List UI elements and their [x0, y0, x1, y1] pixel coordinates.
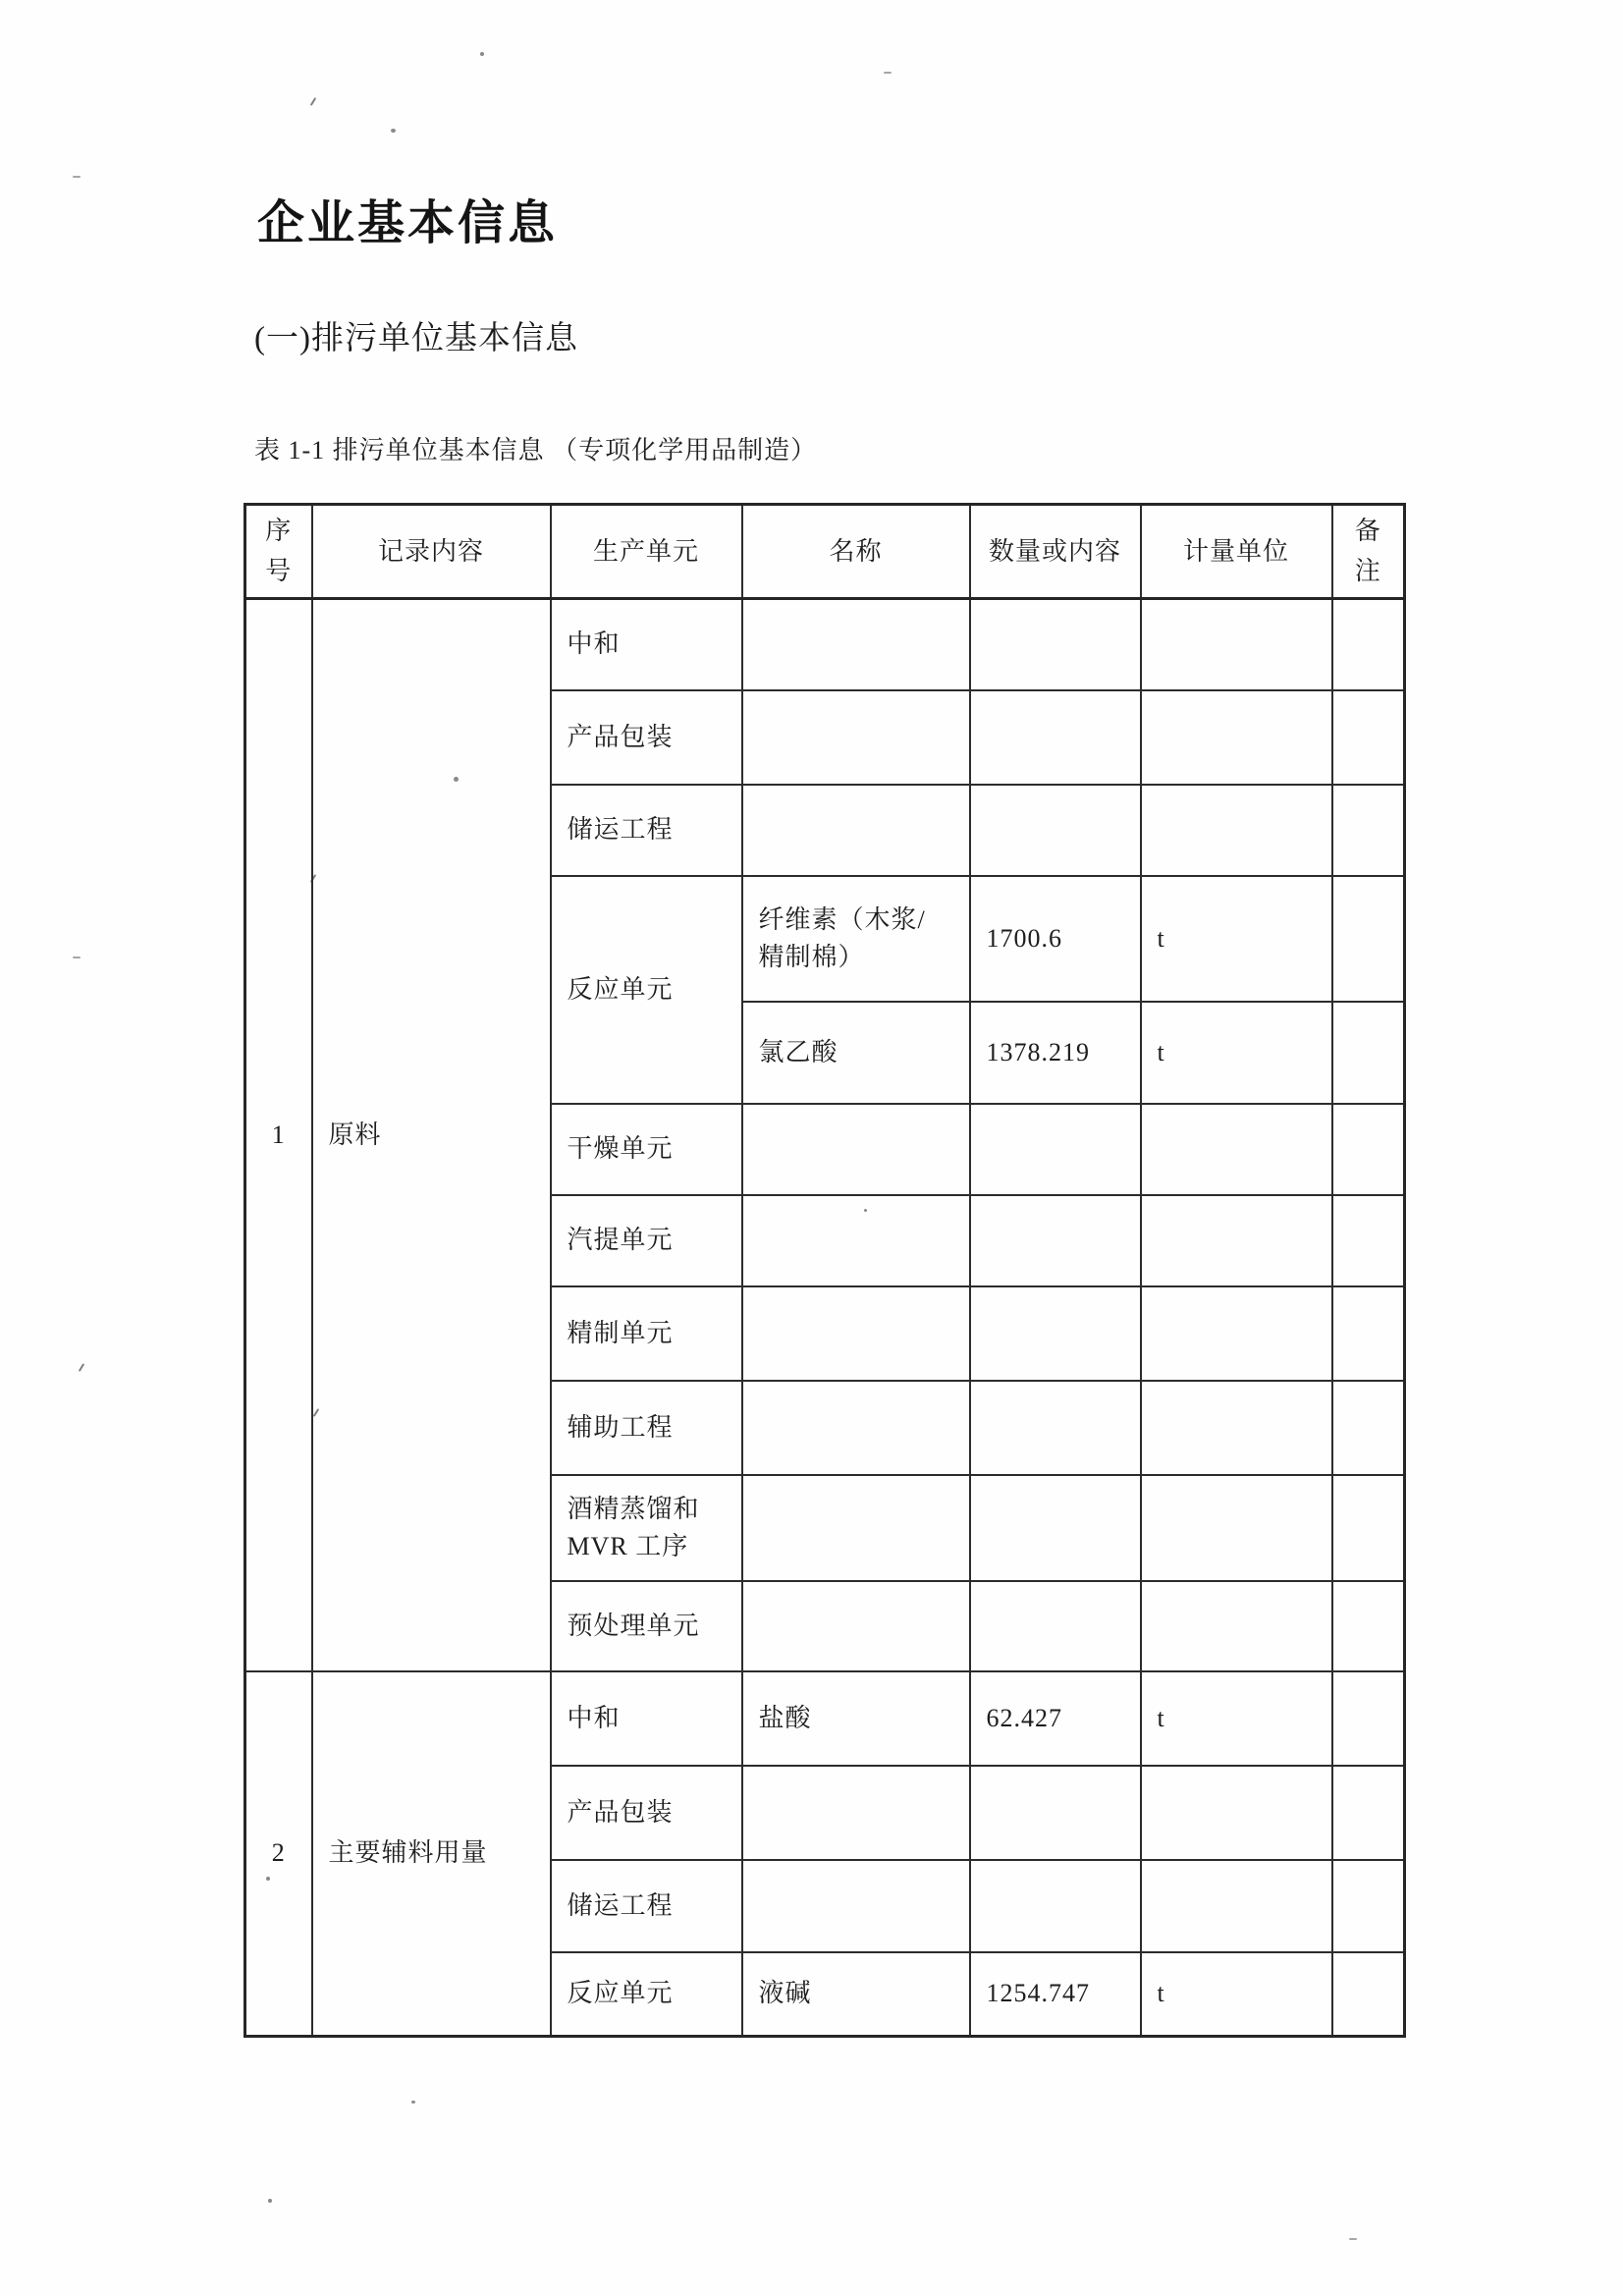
- cell-name: [742, 1195, 970, 1286]
- cell-name: [742, 1381, 970, 1475]
- scan-speck: [391, 129, 396, 133]
- cell-quantity: [970, 690, 1141, 785]
- scan-speck: [268, 2199, 272, 2203]
- cell-quantity: 1378.219: [970, 1002, 1141, 1104]
- cell-measure: [1141, 599, 1332, 690]
- cell-remark: [1332, 1475, 1405, 1581]
- cell-measure: [1141, 1475, 1332, 1581]
- cell-quantity: 1700.6: [970, 876, 1141, 1002]
- cell-name: [742, 690, 970, 785]
- header-remark: 备注: [1332, 505, 1405, 599]
- cell-quantity: [970, 785, 1141, 876]
- basic-info-table: [243, 503, 1406, 2038]
- scan-speck: [864, 1209, 867, 1212]
- cell-measure: [1141, 1860, 1332, 1952]
- cell-remark: [1332, 785, 1405, 876]
- cell-remark: [1332, 1860, 1405, 1952]
- cell-production-unit: 预处理单元: [551, 1581, 742, 1671]
- cell-quantity: [970, 1104, 1141, 1195]
- table-row: [245, 599, 1405, 690]
- cell-quantity: [970, 599, 1141, 690]
- cell-production-unit: 干燥单元: [551, 1104, 742, 1195]
- table-caption: 表 1-1 排污单位基本信息 （专项化学用品制造）: [254, 436, 818, 465]
- cell-production-unit: 精制单元: [551, 1286, 742, 1381]
- cell-quantity: [970, 1860, 1141, 1952]
- cell-remark: [1332, 1286, 1405, 1381]
- cell-name: [742, 1860, 970, 1952]
- cell-remark: [1332, 599, 1405, 690]
- scan-speck: [411, 2101, 415, 2104]
- cell-measure: [1141, 690, 1332, 785]
- scan-speck: [884, 72, 892, 74]
- cell-production-unit: 产品包装: [551, 1766, 742, 1860]
- header-quantity: 数量或内容: [970, 505, 1141, 599]
- cell-quantity: [970, 1475, 1141, 1581]
- cell-name: [742, 599, 970, 690]
- cell-name: [742, 1286, 970, 1381]
- cell-remark: [1332, 1581, 1405, 1671]
- cell-name: 盐酸: [742, 1671, 970, 1766]
- header-name: 名称: [742, 505, 970, 599]
- scan-speck: [79, 1363, 84, 1372]
- scan-speck: [454, 777, 459, 782]
- cell-quantity: [970, 1195, 1141, 1286]
- cell-production-unit: 汽提单元: [551, 1195, 742, 1286]
- cell-section-index: 1: [245, 599, 312, 1671]
- cell-measure: [1141, 1381, 1332, 1475]
- cell-remark: [1332, 1381, 1405, 1475]
- header-unit: 生产单元: [551, 505, 742, 599]
- cell-name: [742, 1475, 970, 1581]
- cell-remark: [1332, 876, 1405, 1002]
- cell-remark: [1332, 690, 1405, 785]
- cell-remark: [1332, 1671, 1405, 1766]
- cell-production-unit: 酒精蒸馏和 MVR 工序: [551, 1475, 742, 1581]
- scan-speck: [73, 176, 81, 178]
- scan-speck: [73, 957, 81, 958]
- cell-remark: [1332, 1002, 1405, 1104]
- cell-measure: [1141, 1286, 1332, 1381]
- cell-production-unit: 储运工程: [551, 1860, 742, 1952]
- section-heading: (一)排污单位基本信息: [254, 321, 578, 356]
- cell-measure: t: [1141, 1671, 1332, 1766]
- scan-speck: [310, 97, 316, 106]
- cell-name: [742, 1766, 970, 1860]
- cell-quantity: [970, 1581, 1141, 1671]
- cell-quantity: [970, 1381, 1141, 1475]
- cell-measure: [1141, 1104, 1332, 1195]
- cell-production-unit: 辅助工程: [551, 1381, 742, 1475]
- cell-production-unit: 产品包装: [551, 690, 742, 785]
- cell-production-unit: 中和: [551, 1671, 742, 1766]
- header-row: [245, 505, 1405, 599]
- cell-production-unit: 中和: [551, 599, 742, 690]
- cell-remark: [1332, 1766, 1405, 1860]
- scan-speck: [480, 52, 484, 56]
- cell-measure: t: [1141, 876, 1332, 1002]
- cell-production-unit: 反应单元: [551, 876, 742, 1104]
- cell-name: 氯乙酸: [742, 1002, 970, 1104]
- cell-record-content: 主要辅料用量: [312, 1671, 551, 2037]
- cell-remark: [1332, 1952, 1405, 2037]
- header-record: 记录内容: [312, 505, 551, 599]
- cell-production-unit: 储运工程: [551, 785, 742, 876]
- cell-measure: [1141, 1581, 1332, 1671]
- page-title: 企业基本信息: [257, 197, 559, 249]
- cell-quantity: 62.427: [970, 1671, 1141, 1766]
- cell-name: [742, 1104, 970, 1195]
- scan-speck: [266, 1877, 270, 1881]
- cell-quantity: [970, 1766, 1141, 1860]
- cell-name: 液碱: [742, 1952, 970, 2037]
- cell-measure: t: [1141, 1002, 1332, 1104]
- table-row: [245, 1671, 1405, 1766]
- cell-measure: t: [1141, 1952, 1332, 2037]
- scan-speck: [1349, 2238, 1357, 2240]
- cell-production-unit: 反应单元: [551, 1952, 742, 2037]
- header-index: 序号: [245, 505, 312, 599]
- cell-remark: [1332, 1195, 1405, 1286]
- cell-measure: [1141, 785, 1332, 876]
- header-measure: 计量单位: [1141, 505, 1332, 599]
- cell-remark: [1332, 1104, 1405, 1195]
- cell-record-content: 原料: [312, 599, 551, 1671]
- cell-measure: [1141, 1766, 1332, 1860]
- cell-name: [742, 1581, 970, 1671]
- cell-quantity: 1254.747: [970, 1952, 1141, 2037]
- cell-name: [742, 785, 970, 876]
- cell-section-index: 2: [245, 1671, 312, 2037]
- cell-measure: [1141, 1195, 1332, 1286]
- cell-quantity: [970, 1286, 1141, 1381]
- cell-name: 纤维素（木浆/精制棉）: [742, 876, 970, 1002]
